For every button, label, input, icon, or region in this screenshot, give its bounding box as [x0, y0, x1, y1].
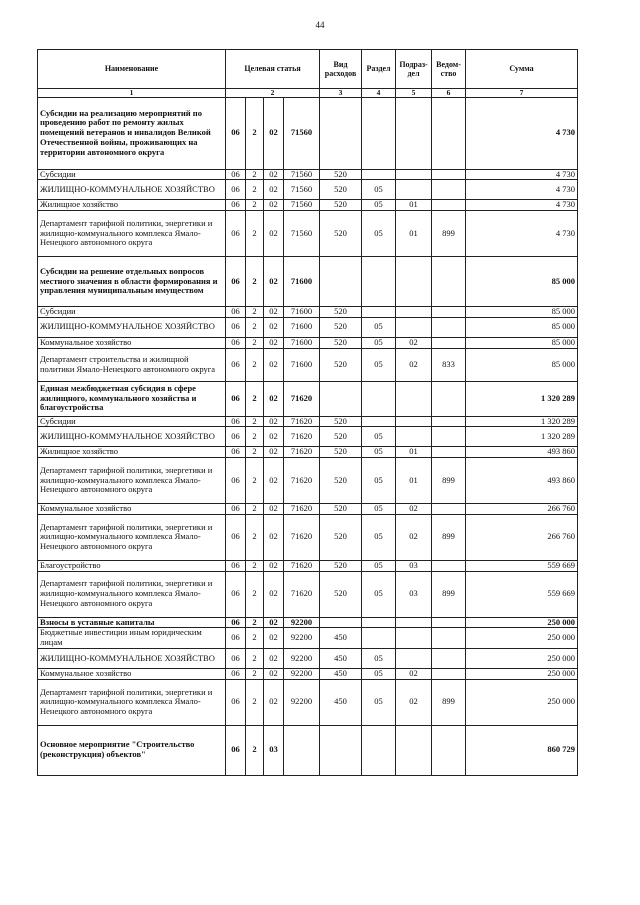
target-activity: 02 [264, 427, 284, 447]
column-number: 7 [466, 89, 578, 98]
expense-type [320, 725, 362, 775]
target-activity: 02 [264, 200, 284, 211]
target-program: 06 [226, 169, 246, 180]
row-name: Департамент тарифной политики, энергетики и жилищно-коммунального комплекса Ямало-Ненецкого автономного округа [38, 514, 226, 560]
target-activity: 03 [264, 725, 284, 775]
target-program: 06 [226, 679, 246, 725]
target-program: 06 [226, 200, 246, 211]
subsection-code [396, 317, 432, 337]
table-row [38, 725, 578, 775]
target-subprogram: 2 [246, 679, 264, 725]
target-subprogram: 2 [246, 504, 264, 515]
amount: 4 730 [466, 97, 578, 169]
target-subprogram: 2 [246, 617, 264, 628]
row-name: Субсидии на решение отдельных вопросов местного значения в области формирования и управления муниципальным имуществом [38, 257, 226, 307]
amount: 250 000 [466, 679, 578, 725]
expense-type [320, 381, 362, 416]
budget-table [37, 49, 578, 776]
amount: 250 000 [466, 617, 578, 628]
table-row [38, 348, 578, 381]
target-direction: 71620 [284, 504, 320, 515]
target-direction: 71560 [284, 200, 320, 211]
target-program: 06 [226, 257, 246, 307]
row-name: Департамент тарифной политики, энергетики и жилищно-коммунального комплекса Ямало-Ненецкого автономного округа [38, 458, 226, 504]
table-row [38, 381, 578, 416]
row-name: ЖИЛИЩНО-КОММУНАЛЬНОЕ ХОЗЯЙСТВО [38, 180, 226, 200]
table-row [38, 668, 578, 679]
target-subprogram: 2 [246, 628, 264, 649]
header-amount: Сумма [466, 50, 578, 89]
column-number-row [38, 89, 578, 98]
target-subprogram: 2 [246, 725, 264, 775]
table-row [38, 211, 578, 257]
target-activity: 02 [264, 679, 284, 725]
section-code: 05 [362, 679, 396, 725]
subsection-code: 02 [396, 504, 432, 515]
department-code [432, 169, 466, 180]
row-name: Субсидии [38, 307, 226, 318]
subsection-code [396, 725, 432, 775]
subsection-code [396, 628, 432, 649]
amount: 1 320 289 [466, 427, 578, 447]
header-subsection: Подраз-дел [396, 50, 432, 89]
amount: 250 000 [466, 668, 578, 679]
section-code: 05 [362, 447, 396, 458]
row-name: Департамент тарифной политики, энергетики и жилищно-коммунального комплекса Ямало-Ненецкого автономного округа [38, 679, 226, 725]
target-program: 06 [226, 458, 246, 504]
subsection-code: 01 [396, 447, 432, 458]
row-name: ЖИЛИЩНО-КОММУНАЛЬНОЕ ХОЗЯЙСТВО [38, 427, 226, 447]
table-row [38, 571, 578, 617]
target-direction: 71560 [284, 169, 320, 180]
expense-type: 450 [320, 628, 362, 649]
department-code: 899 [432, 679, 466, 725]
amount: 4 730 [466, 180, 578, 200]
target-direction: 71620 [284, 381, 320, 416]
target-subprogram: 2 [246, 337, 264, 348]
section-code [362, 307, 396, 318]
subsection-code [396, 427, 432, 447]
target-program: 06 [226, 416, 246, 427]
amount: 85 000 [466, 348, 578, 381]
target-direction: 71600 [284, 337, 320, 348]
target-subprogram: 2 [246, 458, 264, 504]
column-number: 4 [362, 89, 396, 98]
amount: 250 000 [466, 648, 578, 668]
subsection-code: 01 [396, 458, 432, 504]
column-number: 1 [38, 89, 226, 98]
subsection-code: 02 [396, 668, 432, 679]
table-row [38, 200, 578, 211]
target-direction: 71560 [284, 180, 320, 200]
department-code [432, 628, 466, 649]
target-direction [284, 725, 320, 775]
header-name: Наименование [38, 50, 226, 89]
table-row [38, 97, 578, 169]
section-code: 05 [362, 180, 396, 200]
table-row [38, 679, 578, 725]
target-direction: 71560 [284, 211, 320, 257]
target-activity: 02 [264, 571, 284, 617]
expense-type: 450 [320, 668, 362, 679]
expense-type: 520 [320, 180, 362, 200]
target-subprogram: 2 [246, 200, 264, 211]
section-code: 05 [362, 571, 396, 617]
amount: 85 000 [466, 307, 578, 318]
target-subprogram: 2 [246, 348, 264, 381]
target-activity: 02 [264, 447, 284, 458]
target-program: 06 [226, 317, 246, 337]
target-direction: 71600 [284, 348, 320, 381]
row-name: Единая межбюджетная субсидия в сфере жилищного, коммунального хозяйства и благоустройства [38, 381, 226, 416]
target-activity: 02 [264, 458, 284, 504]
section-code: 05 [362, 337, 396, 348]
row-name: Коммунальное хозяйство [38, 504, 226, 515]
subsection-code: 02 [396, 337, 432, 348]
amount: 85 000 [466, 317, 578, 337]
expense-type: 520 [320, 427, 362, 447]
expense-type: 520 [320, 447, 362, 458]
target-program: 06 [226, 337, 246, 348]
target-program: 06 [226, 211, 246, 257]
department-code [432, 381, 466, 416]
target-direction: 71600 [284, 257, 320, 307]
expense-type: 450 [320, 648, 362, 668]
target-activity: 02 [264, 560, 284, 571]
table-row [38, 628, 578, 649]
section-code [362, 257, 396, 307]
department-code [432, 97, 466, 169]
column-number: 3 [320, 89, 362, 98]
row-name: Субсидии на реализацию мероприятий по проведению работ по ремонту жилых помещений ветеранов и инвалидов Великой Отечественной войны, проживающих на территории автономного округа [38, 97, 226, 169]
target-direction: 71560 [284, 97, 320, 169]
target-subprogram: 2 [246, 514, 264, 560]
target-program: 06 [226, 617, 246, 628]
row-name: Департамент тарифной политики, энергетики и жилищно-коммунального комплекса Ямало-Ненецкого автономного округа [38, 571, 226, 617]
section-code: 05 [362, 427, 396, 447]
subsection-code: 03 [396, 560, 432, 571]
header-target: Целевая статья [226, 50, 320, 89]
expense-type: 520 [320, 211, 362, 257]
target-activity: 02 [264, 617, 284, 628]
section-code [362, 97, 396, 169]
target-activity: 02 [264, 169, 284, 180]
column-number: 5 [396, 89, 432, 98]
header-row [38, 50, 578, 89]
target-activity: 02 [264, 668, 284, 679]
target-direction: 71620 [284, 447, 320, 458]
department-code [432, 725, 466, 775]
target-subprogram: 2 [246, 211, 264, 257]
table-row [38, 307, 578, 318]
target-program: 06 [226, 725, 246, 775]
table-row [38, 337, 578, 348]
target-program: 06 [226, 560, 246, 571]
section-code: 05 [362, 648, 396, 668]
section-code: 05 [362, 504, 396, 515]
target-direction: 71620 [284, 458, 320, 504]
target-activity: 02 [264, 211, 284, 257]
table-row [38, 504, 578, 515]
target-subprogram: 2 [246, 257, 264, 307]
target-activity: 02 [264, 180, 284, 200]
target-program: 06 [226, 307, 246, 318]
target-program: 06 [226, 381, 246, 416]
expense-type: 520 [320, 169, 362, 180]
target-subprogram: 2 [246, 416, 264, 427]
department-code [432, 307, 466, 318]
table-row [38, 514, 578, 560]
target-program: 06 [226, 628, 246, 649]
subsection-code [396, 416, 432, 427]
target-activity: 02 [264, 514, 284, 560]
row-name: Коммунальное хозяйство [38, 337, 226, 348]
target-program: 06 [226, 514, 246, 560]
amount: 4 730 [466, 169, 578, 180]
expense-type: 520 [320, 560, 362, 571]
department-code: 899 [432, 514, 466, 560]
section-code: 05 [362, 560, 396, 571]
target-subprogram: 2 [246, 571, 264, 617]
section-code [362, 381, 396, 416]
department-code [432, 337, 466, 348]
expense-type: 520 [320, 317, 362, 337]
subsection-code [396, 617, 432, 628]
department-code [432, 648, 466, 668]
target-program: 06 [226, 668, 246, 679]
expense-type [320, 617, 362, 628]
row-name: Бюджетные инвестиции иным юридическим лицам [38, 628, 226, 649]
subsection-code: 02 [396, 514, 432, 560]
department-code [432, 668, 466, 679]
target-activity: 02 [264, 307, 284, 318]
target-direction: 71620 [284, 416, 320, 427]
header-section: Раздел [362, 50, 396, 89]
subsection-code [396, 257, 432, 307]
row-name: Субсидии [38, 416, 226, 427]
row-name: Благоустройство [38, 560, 226, 571]
amount: 559 669 [466, 571, 578, 617]
section-code: 05 [362, 211, 396, 257]
department-code [432, 416, 466, 427]
section-code: 05 [362, 668, 396, 679]
target-activity: 02 [264, 648, 284, 668]
target-direction: 71620 [284, 571, 320, 617]
target-program: 06 [226, 427, 246, 447]
department-code [432, 257, 466, 307]
expense-type: 450 [320, 679, 362, 725]
section-code: 05 [362, 458, 396, 504]
table-row [38, 458, 578, 504]
target-activity: 02 [264, 317, 284, 337]
expense-type: 520 [320, 348, 362, 381]
expense-type [320, 97, 362, 169]
target-subprogram: 2 [246, 447, 264, 458]
amount: 1 320 289 [466, 381, 578, 416]
department-code: 899 [432, 211, 466, 257]
target-direction: 71600 [284, 307, 320, 318]
target-subprogram: 2 [246, 560, 264, 571]
target-activity: 02 [264, 416, 284, 427]
section-code: 05 [362, 348, 396, 381]
department-code [432, 200, 466, 211]
target-subprogram: 2 [246, 307, 264, 318]
section-code [362, 617, 396, 628]
section-code: 05 [362, 317, 396, 337]
amount: 860 729 [466, 725, 578, 775]
target-activity: 02 [264, 97, 284, 169]
amount: 4 730 [466, 200, 578, 211]
department-code: 899 [432, 571, 466, 617]
row-name: Коммунальное хозяйство [38, 668, 226, 679]
table-row [38, 257, 578, 307]
target-program: 06 [226, 348, 246, 381]
target-subprogram: 2 [246, 381, 264, 416]
page-number: 44 [315, 20, 325, 30]
row-name: Основное мероприятие "Строительство (реконструкция) объектов" [38, 725, 226, 775]
department-code: 833 [432, 348, 466, 381]
target-direction: 92200 [284, 648, 320, 668]
target-program: 06 [226, 180, 246, 200]
expense-type: 520 [320, 458, 362, 504]
department-code [432, 180, 466, 200]
amount: 266 760 [466, 504, 578, 515]
target-direction: 92200 [284, 668, 320, 679]
section-code: 05 [362, 200, 396, 211]
subsection-code [396, 97, 432, 169]
subsection-code: 01 [396, 200, 432, 211]
target-subprogram: 2 [246, 427, 264, 447]
department-code [432, 504, 466, 515]
expense-type [320, 257, 362, 307]
amount: 493 860 [466, 447, 578, 458]
subsection-code: 02 [396, 348, 432, 381]
department-code [432, 447, 466, 458]
department-code [432, 617, 466, 628]
target-program: 06 [226, 97, 246, 169]
target-activity: 02 [264, 628, 284, 649]
subsection-code [396, 180, 432, 200]
expense-type: 520 [320, 307, 362, 318]
expense-type: 520 [320, 337, 362, 348]
table-row [38, 648, 578, 668]
header-department: Ведом-ство [432, 50, 466, 89]
row-name: Жилищное хозяйство [38, 200, 226, 211]
target-activity: 02 [264, 348, 284, 381]
row-name: ЖИЛИЩНО-КОММУНАЛЬНОЕ ХОЗЯЙСТВО [38, 648, 226, 668]
target-subprogram: 2 [246, 180, 264, 200]
target-activity: 02 [264, 337, 284, 348]
target-activity: 02 [264, 504, 284, 515]
table-row [38, 169, 578, 180]
expense-type: 520 [320, 571, 362, 617]
subsection-code: 03 [396, 571, 432, 617]
department-code: 899 [432, 458, 466, 504]
target-activity: 02 [264, 257, 284, 307]
section-code: 05 [362, 514, 396, 560]
target-direction: 71620 [284, 514, 320, 560]
target-subprogram: 2 [246, 648, 264, 668]
target-subprogram: 2 [246, 97, 264, 169]
section-code [362, 416, 396, 427]
row-name: Жилищное хозяйство [38, 447, 226, 458]
target-program: 06 [226, 447, 246, 458]
amount: 1 320 289 [466, 416, 578, 427]
table-row [38, 617, 578, 628]
target-subprogram: 2 [246, 668, 264, 679]
amount: 85 000 [466, 257, 578, 307]
header-exp-type: Вид расходов [320, 50, 362, 89]
table-row [38, 427, 578, 447]
target-program: 06 [226, 504, 246, 515]
row-name: Взносы в уставные капиталы [38, 617, 226, 628]
subsection-code [396, 169, 432, 180]
table-row [38, 416, 578, 427]
column-number: 6 [432, 89, 466, 98]
target-program: 06 [226, 571, 246, 617]
target-subprogram: 2 [246, 169, 264, 180]
target-direction: 71600 [284, 317, 320, 337]
subsection-code: 02 [396, 679, 432, 725]
expense-type: 520 [320, 504, 362, 515]
subsection-code [396, 381, 432, 416]
amount: 266 760 [466, 514, 578, 560]
amount: 250 000 [466, 628, 578, 649]
table-row [38, 317, 578, 337]
expense-type: 520 [320, 200, 362, 211]
column-number: 2 [226, 89, 320, 98]
target-activity: 02 [264, 381, 284, 416]
department-code [432, 560, 466, 571]
amount: 4 730 [466, 211, 578, 257]
department-code [432, 317, 466, 337]
row-name: Департамент тарифной политики, энергетики и жилищно-коммунального комплекса Ямало-Ненецкого автономного округа [38, 211, 226, 257]
amount: 493 860 [466, 458, 578, 504]
target-subprogram: 2 [246, 317, 264, 337]
amount: 85 000 [466, 337, 578, 348]
subsection-code: 01 [396, 211, 432, 257]
target-direction: 71620 [284, 560, 320, 571]
subsection-code [396, 648, 432, 668]
target-direction: 71620 [284, 427, 320, 447]
row-name: ЖИЛИЩНО-КОММУНАЛЬНОЕ ХОЗЯЙСТВО [38, 317, 226, 337]
target-direction: 92200 [284, 617, 320, 628]
expense-type: 520 [320, 514, 362, 560]
table-row [38, 180, 578, 200]
subsection-code [396, 307, 432, 318]
section-code [362, 725, 396, 775]
target-direction: 92200 [284, 628, 320, 649]
amount: 559 669 [466, 560, 578, 571]
section-code [362, 628, 396, 649]
target-program: 06 [226, 648, 246, 668]
row-name: Субсидии [38, 169, 226, 180]
target-direction: 92200 [284, 679, 320, 725]
section-code [362, 169, 396, 180]
table-row [38, 447, 578, 458]
table-row [38, 560, 578, 571]
department-code [432, 427, 466, 447]
expense-type: 520 [320, 416, 362, 427]
row-name: Департамент строительства и жилищной политики Ямало-Ненецкого автономного округа [38, 348, 226, 381]
